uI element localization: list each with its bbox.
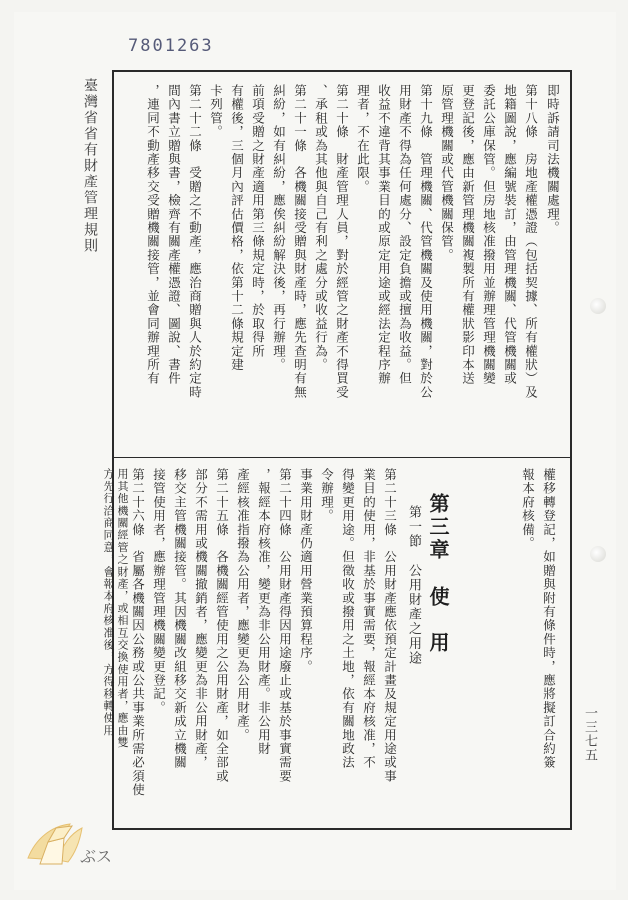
text-column: 卡列管。 (208, 84, 224, 139)
text-column: 第二十六條 省屬各機關因公務或公共事業所需必須使 (130, 468, 146, 797)
text-column: 事業用財產仍適用營業預算程序。 (298, 468, 314, 674)
archive-logo (18, 798, 114, 882)
text-column: ，報經本府核准，變更為非公用財產。非公用財 (256, 468, 272, 756)
text-column: 報本府核備。 (520, 468, 536, 551)
text-column: 第二十四條 公用財產得因用途廢止或基於事實需要 (277, 468, 293, 784)
document-number: 7801263 (128, 36, 214, 56)
text-column: 即時訴請司法機關處理。 (545, 84, 561, 235)
text-column: 得變更用途。但徵收或撥用之土地，依有關地政法 (340, 468, 356, 770)
text-column: 地籍圖說，應編號裝訂，由管理機關、代管機關或 (502, 84, 518, 386)
text-column: 原管理機關或代管機關保管。 (439, 84, 455, 263)
text-column: 委託公庫保管。但房地核准撥用並辦理管理機關變 (481, 84, 497, 386)
text-column: 第二十二條 受贈之不動產，應治商贈與人於約定時 (187, 84, 203, 400)
text-column: 間內書立贈與書，檢齊有關產權憑證、圖說、書件 (166, 84, 182, 386)
text-column: 理者，不在此限。 (355, 84, 371, 194)
text-column: 第十八條 房地產權憑證（包括契據、所有權狀）及 (523, 84, 539, 400)
chapter-heading (424, 493, 453, 655)
text-column: 第二十一條 各機關接受贈與財產時，應先查明有無 (292, 84, 308, 400)
text-column: 接管使用者，應辦理管理機關變更登記。 (151, 468, 167, 715)
text-column: 第十九條 管理機關、代管機關及使用機關，對於公 (418, 84, 434, 400)
text-column: 第二十條 財產管理人員，對於經管之財產不得買受 (334, 84, 350, 400)
text-column: 權移轉登記，如贈與附有條件時，應將擬訂合約簽 (541, 468, 557, 770)
text-column: 有權後，三個月內評估價格，依第十二條規定建 (229, 84, 245, 372)
punch-hole (590, 298, 606, 314)
text-column: 移交主管機關接管。其因機關改組移交新成立機關 (172, 468, 188, 770)
frame-divider (112, 457, 572, 458)
page-number: 一三七五 (582, 706, 597, 762)
section-heading: 第一節 公用財產之用途 (406, 505, 421, 666)
text-column: 產經核准指撥為公用者，應變更為公用財產。 (235, 468, 251, 742)
text-column: 、承租或為其他與自己有利之處分或收益行為。 (313, 84, 329, 372)
punch-hole (590, 546, 606, 562)
text-column: 部分不需用或機關撤銷者，應變更為非公用財產， (193, 468, 209, 770)
text-column: 用財產不得為任何處分、設定負擔或擅為收益。但 (397, 84, 413, 386)
text-column: 令辦理。 (319, 468, 335, 523)
chapter-number: 第三章 (426, 493, 450, 562)
text-column: 用其他機關經管之財產，或相互交換使用者，應由雙 (116, 468, 129, 749)
text-column: 業目的使用，非基於事實需要，報經本府核准，不 (361, 468, 377, 770)
text-column: 第二十三條 公用財產應依預定計畫及規定用途或事 (382, 468, 398, 784)
text-column: 前項受贈之財產適用第三條規定時，於取得所 (250, 84, 266, 358)
text-column: 糾紛，如有糾紛，應俟糾紛解決後，再行辦理。 (271, 84, 287, 372)
text-column: 第二十五條 各機關經管使用之公用財產，如全部或 (214, 468, 230, 784)
text-column: 更登記後，應由新管理機關複製所有權狀影印本送 (460, 84, 476, 386)
text-column: 收益不違背其事業目的或原定用途或經法定程序辦 (376, 84, 392, 386)
logo-text: ぶス (80, 847, 113, 866)
running-title: 臺灣省省有財產管理規則 (82, 78, 98, 254)
text-column: ，連同不動產移交受贈機關接管，並會同辦理所有 (145, 84, 161, 386)
chapter-name: 使 用 (426, 586, 450, 655)
text-column: 方先行洽商同意，會報本府核准後，方得移轉使用 (102, 468, 115, 737)
